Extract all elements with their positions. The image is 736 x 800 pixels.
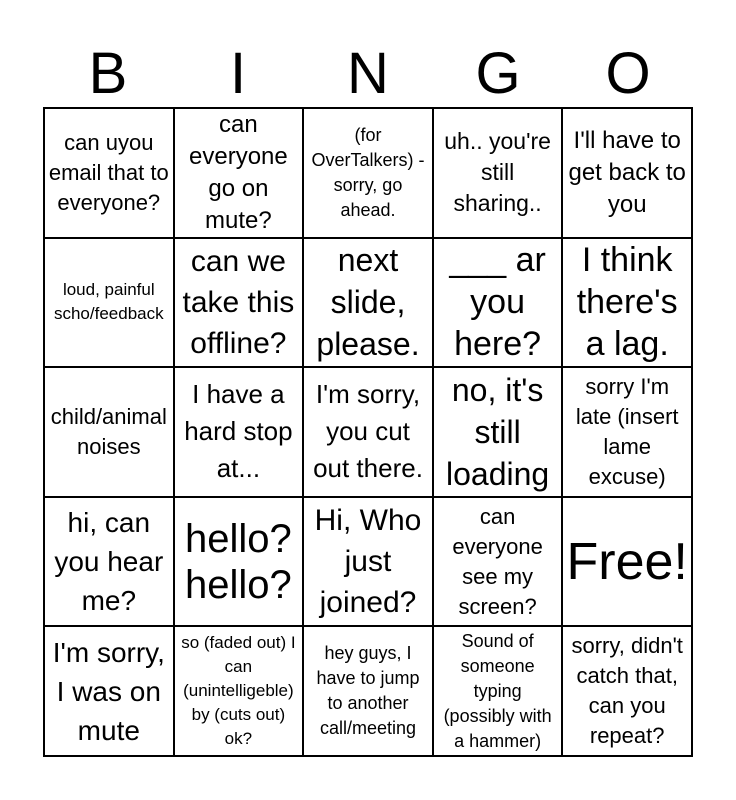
cell-text: (for OverTalkers) - sorry, go ahead. bbox=[311, 124, 425, 220]
header-letter-n: N bbox=[347, 41, 389, 106]
cell-text: I'll have to get back to you bbox=[568, 126, 686, 218]
cell-text: can everyone see my screen? bbox=[452, 503, 543, 619]
cell-text: no, it's still loading bbox=[445, 372, 550, 492]
header-letter-i: I bbox=[229, 41, 247, 106]
bingo-cell[interactable] bbox=[44, 238, 174, 368]
cell-text: hi, can you hear me? bbox=[54, 507, 164, 617]
header-letter-g: G bbox=[475, 41, 521, 106]
bingo-cell[interactable] bbox=[174, 108, 304, 238]
bingo-cell[interactable] bbox=[174, 367, 304, 497]
header-letter-b: B bbox=[88, 41, 128, 106]
bingo-cell[interactable] bbox=[174, 497, 304, 627]
bingo-cell[interactable] bbox=[44, 626, 174, 756]
bingo-header bbox=[43, 42, 693, 106]
bingo-cell[interactable] bbox=[433, 108, 563, 238]
bingo-cell[interactable] bbox=[433, 238, 563, 368]
cell-text: loud, painful scho/feedback bbox=[53, 280, 164, 324]
bingo-cell[interactable] bbox=[562, 238, 692, 368]
cell-text: can we take this offline? bbox=[182, 244, 295, 360]
cell-text: so (faded out) I can (unintelligeble) by (cuts out) ok? bbox=[181, 633, 296, 749]
bingo-cell[interactable] bbox=[562, 626, 692, 756]
bingo-cell[interactable] bbox=[303, 497, 433, 627]
bingo-cell[interactable] bbox=[433, 626, 563, 756]
bingo-cell-free[interactable] bbox=[562, 497, 692, 627]
bingo-cell[interactable] bbox=[303, 238, 433, 368]
cell-text: Sound of someone typing (possibly with a hammer) bbox=[443, 630, 552, 751]
cell-text: sorry, didn't catch that, can you repeat? bbox=[571, 633, 683, 749]
bingo-cell[interactable] bbox=[303, 626, 433, 756]
bingo-cell[interactable] bbox=[174, 238, 304, 368]
bingo-cell[interactable] bbox=[303, 108, 433, 238]
bingo-card-grid bbox=[43, 107, 693, 757]
cell-text: I think there's a lag. bbox=[576, 241, 678, 364]
cell-text: ___ ar you here? bbox=[449, 241, 546, 364]
bingo-cell[interactable] bbox=[433, 367, 563, 497]
cell-text: I'm sorry, you cut out there. bbox=[313, 379, 423, 484]
cell-text: can everyone go on mute? bbox=[189, 110, 288, 234]
bingo-cell[interactable] bbox=[44, 108, 174, 238]
cell-text: child/animal noises bbox=[50, 403, 167, 459]
cell-text: uh.. you're still sharing.. bbox=[444, 128, 551, 217]
cell-text: Hi, Who just joined? bbox=[314, 504, 422, 620]
cell-text: next slide, please. bbox=[316, 242, 420, 363]
bingo-cell[interactable] bbox=[44, 497, 174, 627]
bingo-cell[interactable] bbox=[562, 108, 692, 238]
bingo-cell[interactable] bbox=[562, 367, 692, 497]
cell-text: can uyou email that to everyone? bbox=[48, 129, 169, 215]
cell-text: Free! bbox=[566, 532, 688, 591]
header-letter-o: O bbox=[605, 41, 651, 106]
bingo-cell[interactable] bbox=[303, 367, 433, 497]
bingo-cell[interactable] bbox=[433, 497, 563, 627]
cell-text: sorry I'm late (insert lame excuse) bbox=[575, 373, 679, 489]
bingo-cell[interactable] bbox=[44, 367, 174, 497]
cell-text: hey guys, I have to jump to another call/meeting bbox=[316, 643, 420, 739]
cell-text: I'm sorry, I was on mute bbox=[52, 636, 165, 746]
bingo-cell[interactable] bbox=[174, 626, 304, 756]
cell-text: hello? hello? bbox=[185, 516, 292, 607]
cell-text: I have a hard stop at... bbox=[184, 379, 293, 484]
